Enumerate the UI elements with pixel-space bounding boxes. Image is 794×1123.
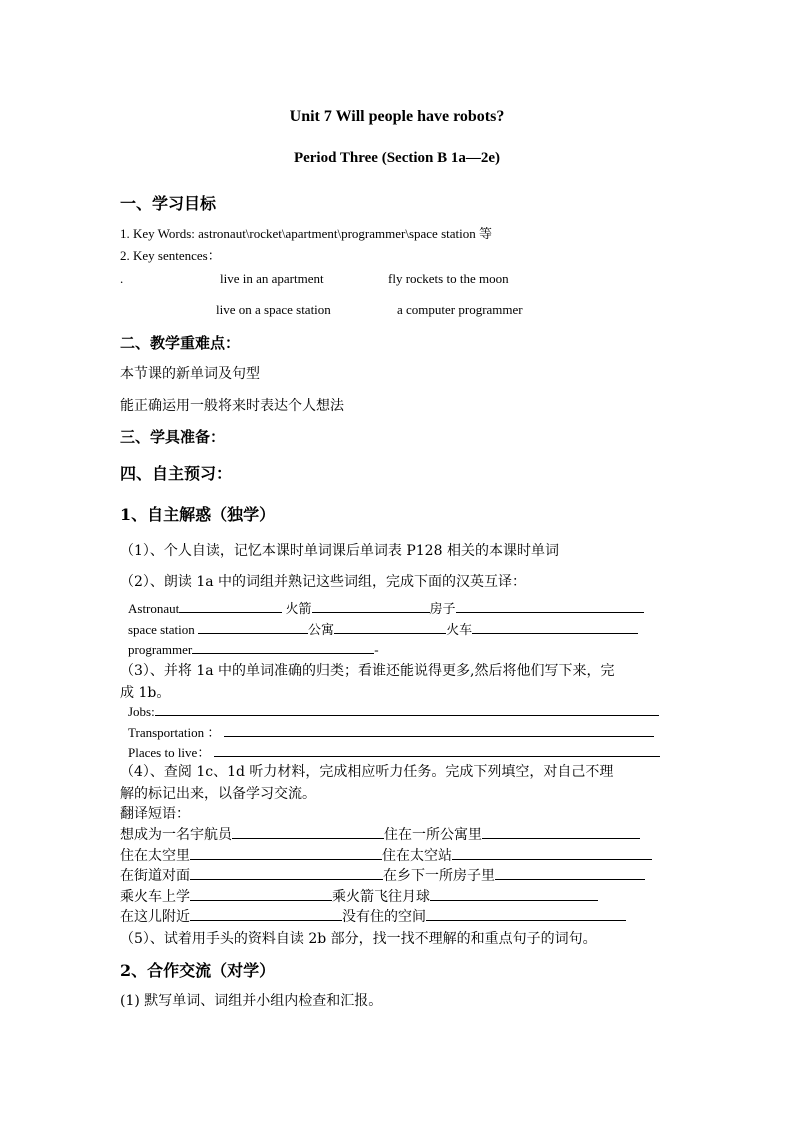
blank[interactable] bbox=[214, 743, 660, 757]
task-4: （4）、查阅 1c、1d 听力材料，完成相应听力任务。完成下列填空，对自己不理 bbox=[120, 764, 614, 780]
phrase-cn: 住在太空里 bbox=[120, 848, 190, 864]
vocab-row-2 bbox=[128, 619, 638, 638]
phrase-cn: 在这儿附近 bbox=[120, 909, 190, 925]
phrase-4: a computer programmer bbox=[397, 302, 523, 317]
blank[interactable] bbox=[224, 723, 654, 737]
translate-row-3 bbox=[120, 865, 645, 885]
places-row bbox=[128, 742, 660, 761]
blank[interactable] bbox=[456, 599, 644, 613]
jobs-row bbox=[128, 702, 659, 720]
phrase-cn: 在街道对面 bbox=[120, 868, 190, 884]
translate-label: 翻译短语： bbox=[120, 806, 190, 822]
blank[interactable] bbox=[190, 846, 382, 860]
dash: - bbox=[374, 642, 379, 657]
transportation-label: Transportation ： bbox=[128, 725, 221, 740]
vocab-row-3 bbox=[128, 640, 379, 658]
task-3: （3）、并将 1a 中的单词准确的归类；看谁还能说得更多,然后将他们写下来，完 bbox=[120, 663, 615, 679]
phrase-cn: 乘火箭飞往月球 bbox=[332, 889, 430, 905]
phrase-cn: 住在太空站 bbox=[382, 848, 452, 864]
blank[interactable] bbox=[495, 866, 645, 880]
vocab-programmer: programmer bbox=[128, 642, 193, 657]
blank[interactable] bbox=[334, 620, 446, 634]
vocab-rocket: 火箭 bbox=[285, 601, 312, 616]
phrase-cn: 乘火车上学 bbox=[120, 889, 190, 905]
page-subtitle: Period Three (Section B 1a—2e) bbox=[293, 150, 501, 166]
focus-item-1: 本节课的新单词及句型 bbox=[120, 366, 260, 382]
translate-row-4 bbox=[120, 886, 598, 906]
key-sentences-label: 2. Key sentences： bbox=[120, 248, 221, 263]
section4-heading: 四、自主预习： bbox=[120, 464, 233, 483]
sub2-task-1: (1) 默写单词、词组并小组内检查和汇报。 bbox=[120, 993, 383, 1009]
blank[interactable] bbox=[190, 866, 383, 880]
section2-heading: 二、教学重难点： bbox=[120, 334, 241, 352]
task-3-cont: 成 1b。 bbox=[120, 685, 171, 701]
blank[interactable] bbox=[190, 887, 332, 901]
focus-item-2: 能正确运用一般将来时表达个人想法 bbox=[120, 398, 344, 414]
page-title: Unit 7 Will people have robots? bbox=[289, 108, 505, 125]
blank[interactable] bbox=[452, 846, 652, 860]
vocab-space-station: space station bbox=[128, 622, 195, 637]
blank[interactable] bbox=[312, 599, 430, 613]
section3-heading: 三、学具准备： bbox=[120, 428, 226, 446]
task-2: （2）、朗读 1a 中的词组并熟记这些词组，完成下面的汉英互译： bbox=[120, 574, 527, 590]
phrase-cn: 想成为一名宇航员 bbox=[120, 827, 232, 843]
translate-row-5 bbox=[120, 906, 626, 926]
key-words: 1. Key Words: astronaut\rocket\apartment\programmer\space station 等 bbox=[120, 226, 492, 241]
bullet-dot: . bbox=[120, 271, 124, 286]
blank[interactable] bbox=[198, 620, 308, 634]
vocab-astronaut: Astronaut bbox=[128, 601, 180, 616]
blank[interactable] bbox=[190, 907, 342, 921]
blank[interactable] bbox=[155, 702, 659, 716]
transportation-row bbox=[128, 722, 654, 741]
task-1: （1）、个人自读，记忆本课时单词课后单词表 P128 相关的本课时单词 bbox=[120, 543, 559, 559]
vocab-apartment: 公寓 bbox=[308, 622, 335, 637]
translate-row-1 bbox=[120, 824, 640, 844]
vocab-row-1 bbox=[128, 598, 644, 617]
blank[interactable] bbox=[232, 825, 384, 839]
phrase-cn: 在乡下一所房子里 bbox=[383, 868, 495, 884]
blank[interactable] bbox=[482, 825, 640, 839]
sub1-heading: 1、自主解惑（独学） bbox=[120, 505, 276, 524]
phrase-cn: 没有住的空间 bbox=[342, 909, 426, 925]
blank[interactable] bbox=[179, 599, 282, 613]
phrase-cn: 住在一所公寓里 bbox=[384, 827, 482, 843]
task-4-cont: 解的标记出来，以备学习交流。 bbox=[120, 786, 316, 802]
places-label: Places to live： bbox=[128, 745, 211, 760]
sub2-heading: 2、合作交流（对学） bbox=[120, 961, 276, 980]
jobs-label: Jobs: bbox=[128, 704, 155, 719]
blank[interactable] bbox=[426, 907, 626, 921]
blank[interactable] bbox=[430, 887, 598, 901]
blank[interactable] bbox=[472, 620, 638, 634]
blank[interactable] bbox=[192, 640, 374, 654]
vocab-train: 火车 bbox=[446, 622, 473, 637]
phrase-2: fly rockets to the moon bbox=[388, 271, 509, 286]
phrase-3: live on a space station bbox=[216, 302, 331, 317]
translate-row-2 bbox=[120, 845, 652, 865]
vocab-house: 房子 bbox=[429, 601, 456, 616]
phrase-1: live in an apartment bbox=[220, 271, 324, 286]
section1-heading: 一、学习目标 bbox=[120, 194, 217, 213]
task-5: （5）、试着用手头的资料自读 2b 部分，找一找不理解的和重点句子的词句。 bbox=[120, 931, 597, 947]
